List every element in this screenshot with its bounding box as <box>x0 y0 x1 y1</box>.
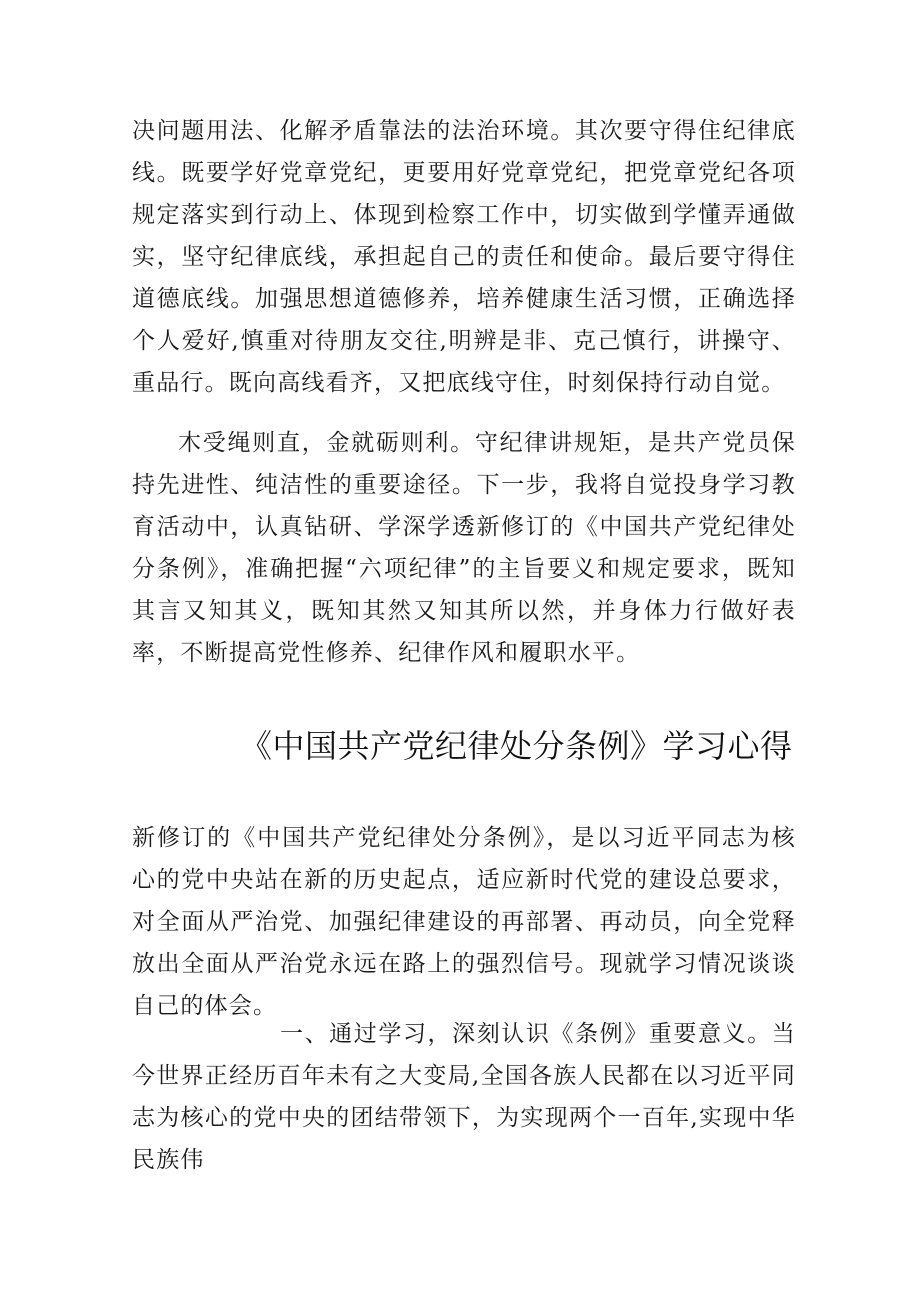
point-one-paragraph: 一、通过学习，深刻认识《条例》重要意义。当今世界正经历百年未有之大变局,全国各族人民都在以习近平同志为核心的党中央的团结带领下，为实现两个一百年,实现中华民族伟 <box>132 1021 796 1173</box>
section-title: 《中国共产党纪律处分条例》学习心得 <box>240 727 793 765</box>
closing-paragraph: 木受绳则直，金就砺则利。守纪律讲规矩，是共产党员保持先进性、纯洁性的重要途径。下一步，我将自觉投身学习教育活动中，认真钻研、学深学透新修订的《中国共产党纪律处分条例》，准确把握“六项纪律”的主旨要义和规定要求，既知其言又知其义，既知其然又知其所以然，并身体力行做好表率，不断提高党性修养、纪律作风和履职水平。 <box>132 430 796 666</box>
intro-paragraph: 新修订的《中国共产党纪律处分条例》，是以习近平同志为核心的党中央站在新的历史起点，适应新时代党的建设总要求，对全面从严治党、加强纪律建设的再部署、再动员，向全党释放出全面从严治党永远在路上的强烈信号。现就学习情况谈谈自己的体会。 <box>132 825 796 1019</box>
continuation-paragraph: 决问题用法、化解矛盾靠法的法治环境。其次要守得住纪律底线。既要学好党章党纪，更要用好党章党纪，把党章党纪各项规定落实到行动上、体现到检察工作中，切实做到学懂弄通做实，坚守纪律底线，承担起自己的责任和使命。最后要守得住道德底线。加强思想道德修养，培养健康生活习惯，正确选择个人爱好,慎重对待朋友交往,明辨是非、克己慎行，讲操守、重品行。既向高线看齐，又把底线守住，时刻保持行动自觉。 <box>132 118 796 396</box>
